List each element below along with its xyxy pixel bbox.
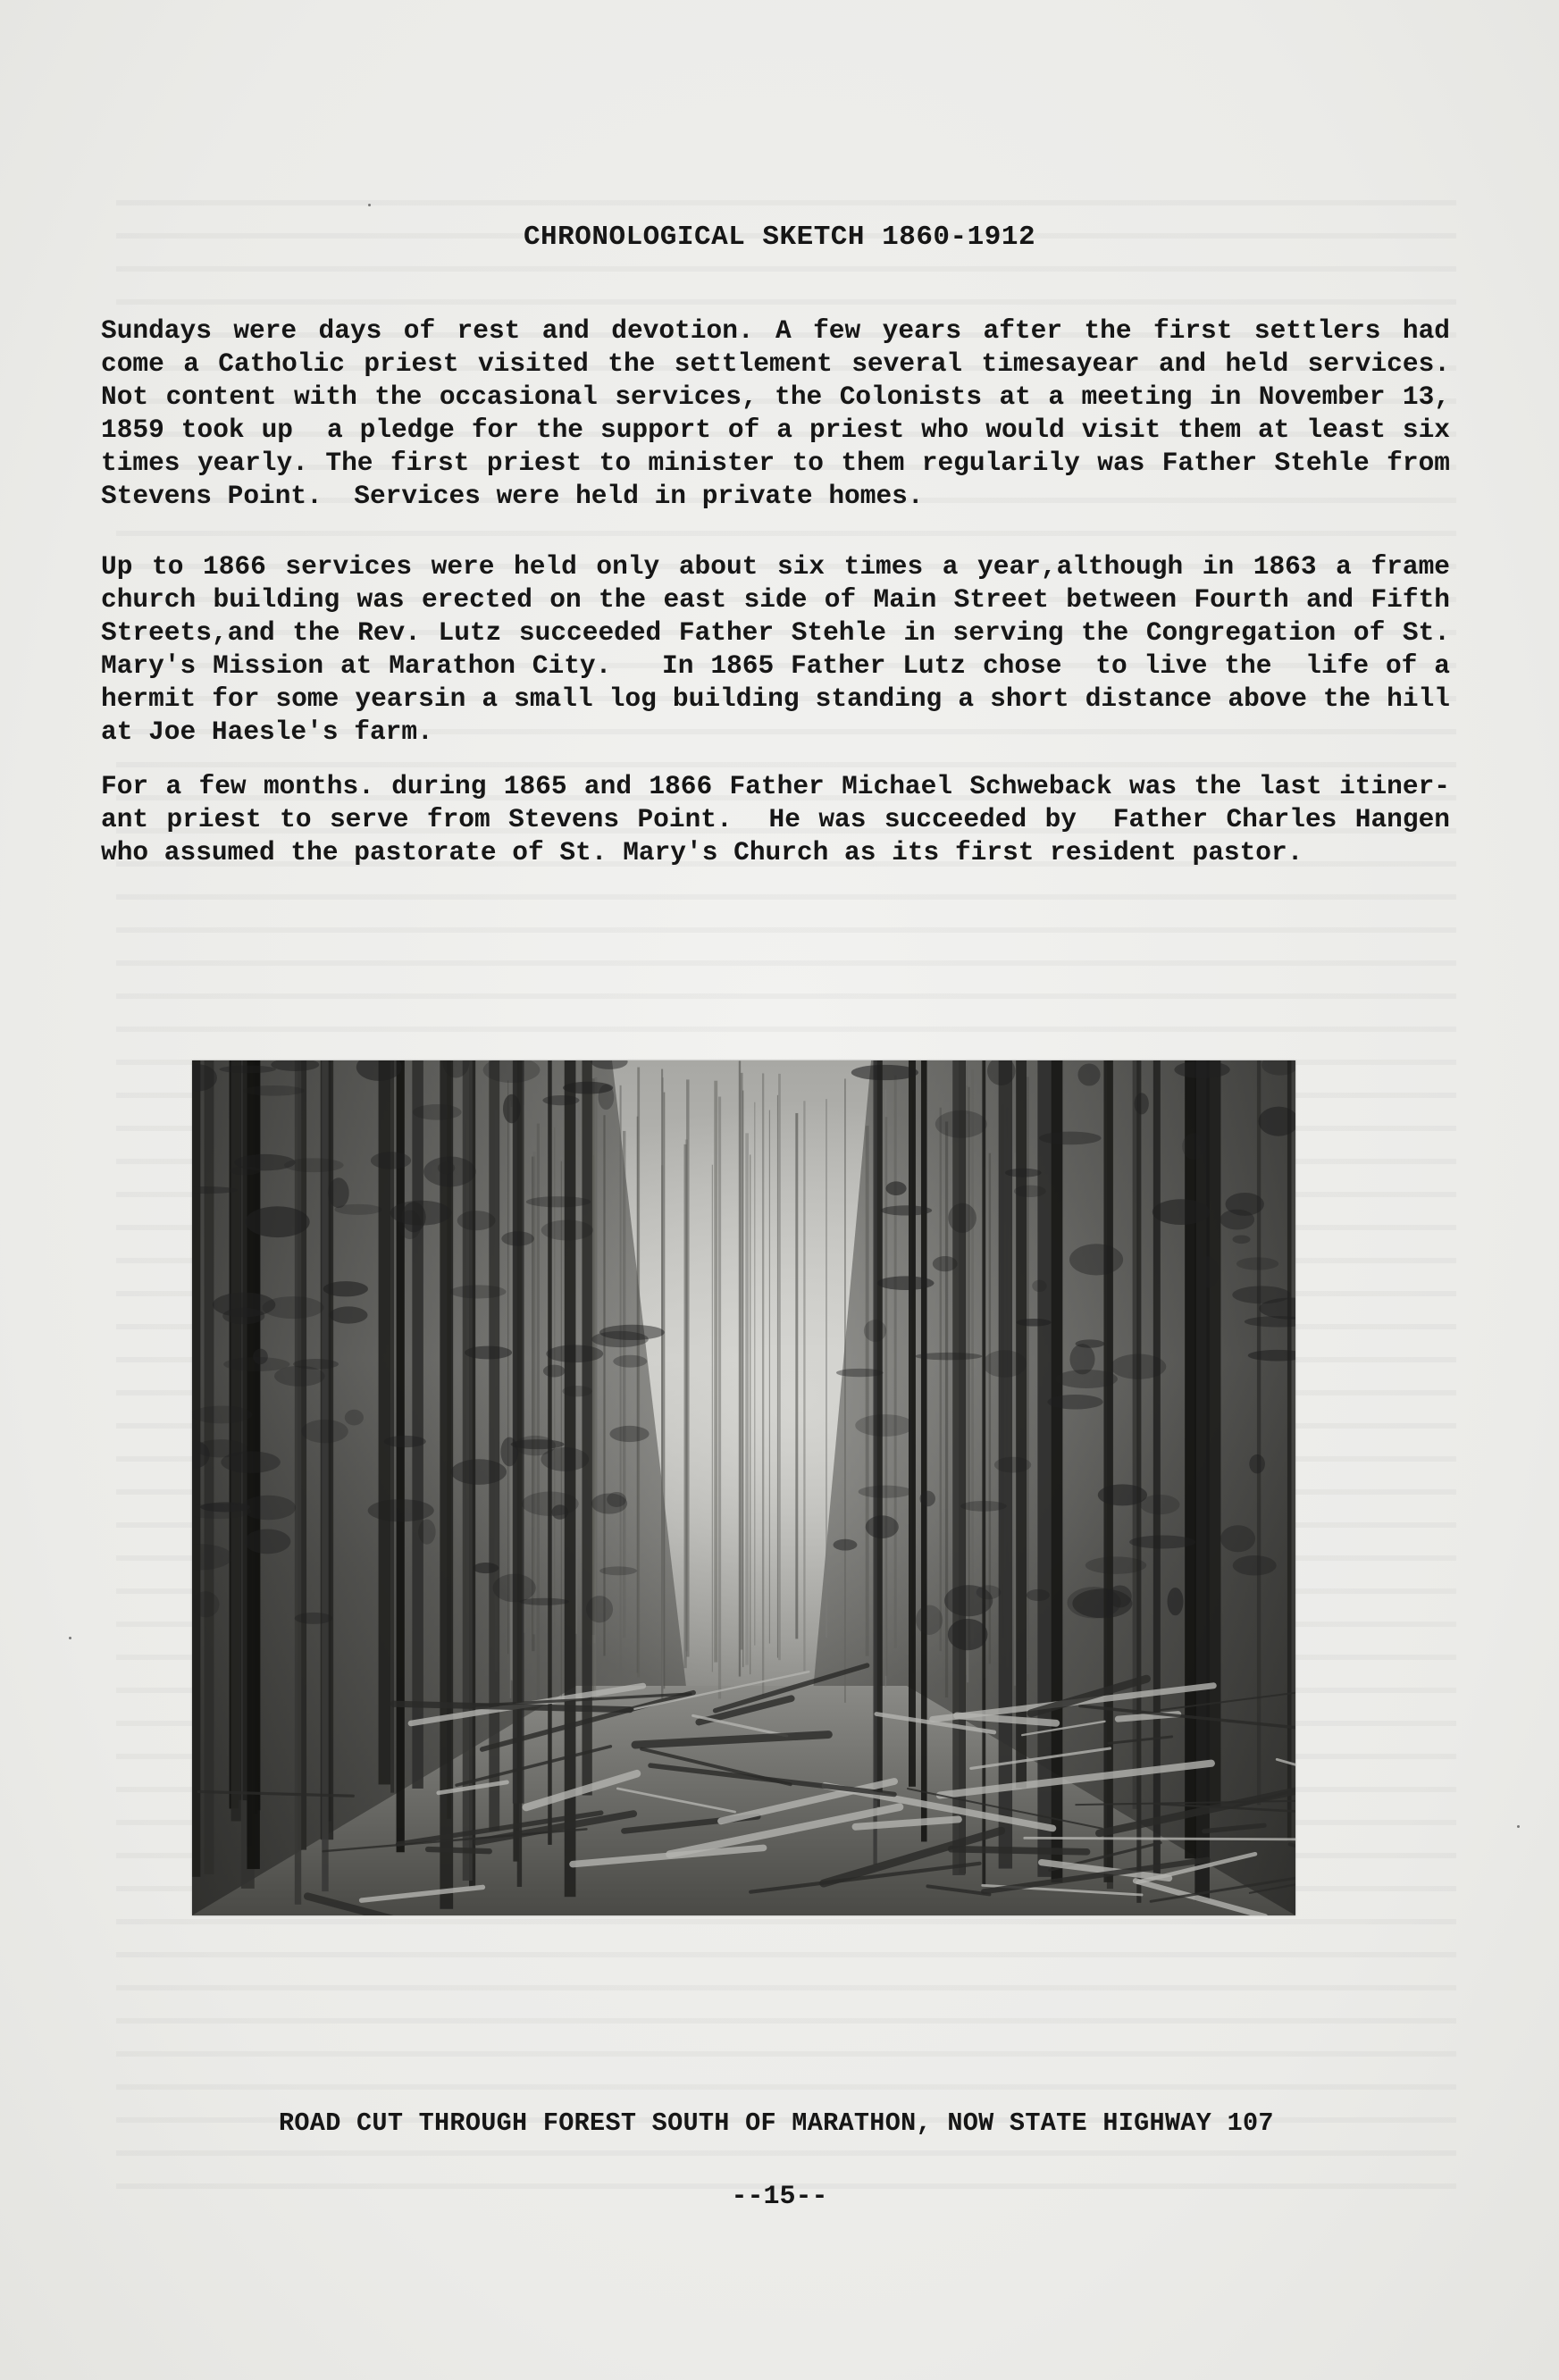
foliage-clump bbox=[1069, 1244, 1123, 1275]
tree-trunk bbox=[940, 1108, 942, 1651]
tree-trunk bbox=[1185, 1060, 1196, 1858]
paragraph-3 bbox=[101, 770, 1450, 869]
tree-trunk bbox=[322, 1060, 328, 1891]
text-line: Streets,and the Rev. Lutz succeeded Father Stehle in serving the Congregation of St. bbox=[101, 617, 1450, 648]
tree-trunk bbox=[661, 1165, 663, 1690]
foliage-clump bbox=[493, 1574, 536, 1603]
tree-trunk bbox=[844, 1078, 846, 1702]
tree-trunk bbox=[517, 1060, 522, 1887]
foliage-clump bbox=[562, 1386, 592, 1396]
foliage-clump bbox=[295, 1613, 333, 1624]
foliage-clump bbox=[613, 1355, 647, 1368]
tree-trunk bbox=[777, 1095, 778, 1658]
page-number: --15-- bbox=[731, 2182, 828, 2212]
foliage-clump bbox=[398, 1211, 421, 1240]
foliage-clump bbox=[413, 1104, 462, 1120]
tree-trunk bbox=[686, 1079, 689, 1656]
forest-road-photo bbox=[192, 1060, 1295, 1915]
foliage-clump bbox=[1069, 1344, 1094, 1374]
foliage-clump bbox=[246, 1206, 310, 1237]
tree-trunk bbox=[637, 1068, 640, 1678]
tree-trunk bbox=[205, 1060, 214, 1874]
foliage-clump bbox=[933, 1256, 958, 1271]
tree-trunk bbox=[565, 1060, 576, 1897]
foliage-clump bbox=[881, 1205, 932, 1215]
foliage-clump bbox=[293, 1359, 339, 1370]
foliage-clump bbox=[552, 1504, 569, 1519]
text-line: hermit for some yearsin a small log building standing a short distance above the hill bbox=[101, 683, 1450, 714]
tree-trunk bbox=[769, 1110, 770, 1644]
tree-trunk bbox=[803, 1101, 805, 1671]
tree-trunk bbox=[741, 1073, 743, 1650]
foliage-clump bbox=[1196, 1256, 1220, 1288]
foliage-clump bbox=[328, 1177, 348, 1208]
tree-trunk bbox=[718, 1097, 721, 1699]
tree-trunk bbox=[982, 1060, 985, 1885]
tree-trunk bbox=[866, 1126, 869, 1656]
foliage-clump bbox=[948, 1619, 988, 1650]
fallen-log bbox=[1025, 1838, 1295, 1839]
tree-trunk bbox=[826, 1099, 827, 1638]
foliage-clump bbox=[1016, 1319, 1051, 1327]
text-line: church building was erected on the east side of Main Street between Fourth and Fifth bbox=[101, 584, 1450, 615]
foliage-clump bbox=[221, 1451, 280, 1473]
tree-trunk bbox=[739, 1060, 741, 1676]
tree-trunk bbox=[968, 1087, 970, 1650]
foliage-clump bbox=[541, 1219, 593, 1240]
foliage-clump bbox=[503, 1094, 521, 1124]
foliage-clump bbox=[1032, 1280, 1046, 1292]
foliage-clump bbox=[451, 1459, 507, 1485]
page-title: CHRONOLOGICAL SKETCH 1860-1912 bbox=[523, 222, 1036, 253]
foliage-clump bbox=[1014, 1186, 1046, 1197]
text-line: who assumed the pastorate of St. Mary's Church as its first resident pastor. bbox=[101, 837, 1303, 867]
tree-trunk bbox=[1287, 1060, 1292, 1841]
tree-trunk bbox=[1136, 1060, 1141, 1903]
foliage-clump bbox=[1233, 1555, 1277, 1575]
tree-trunk bbox=[412, 1060, 423, 1789]
foliage-clump bbox=[599, 1085, 615, 1110]
foliage-clump bbox=[994, 1457, 1031, 1473]
foliage-clump bbox=[522, 1492, 579, 1516]
tree-trunk bbox=[623, 1131, 625, 1638]
foliage-clump bbox=[1047, 1395, 1102, 1409]
foliage-clump bbox=[877, 1276, 935, 1290]
tree-trunk bbox=[762, 1073, 764, 1696]
foliage-clump bbox=[1005, 1169, 1042, 1177]
foliage-clump bbox=[855, 1414, 914, 1437]
tree-trunk bbox=[894, 1075, 897, 1648]
tree-trunk bbox=[1153, 1060, 1161, 1879]
foliage-clump bbox=[851, 1065, 918, 1080]
tree-trunk bbox=[295, 1060, 301, 1905]
foliage-clump bbox=[591, 1494, 627, 1514]
tree-trunk bbox=[1103, 1060, 1112, 1882]
foliage-clump bbox=[546, 1345, 603, 1362]
foliage-clump bbox=[866, 1515, 899, 1538]
foliage-clump bbox=[983, 1350, 1027, 1378]
tree-trunk bbox=[921, 1060, 927, 1841]
text-line: Stevens Point. Services were held in private homes. bbox=[101, 481, 924, 511]
tree-trunk bbox=[795, 1113, 798, 1638]
foliage-clump bbox=[1233, 1235, 1251, 1244]
tree-trunk bbox=[742, 1091, 743, 1668]
tree-trunk bbox=[603, 1115, 605, 1655]
paragraph-1 bbox=[101, 314, 1450, 513]
foliage-clump bbox=[1077, 1063, 1100, 1085]
tree-trunk bbox=[754, 1102, 755, 1646]
foliage-clump bbox=[418, 1520, 435, 1545]
forest-illustration bbox=[192, 1060, 1295, 1915]
foliage-clump bbox=[935, 1110, 987, 1138]
foliage-clump bbox=[223, 1357, 289, 1371]
foliage-clump bbox=[836, 1369, 884, 1377]
tree-trunk bbox=[1027, 1077, 1029, 1680]
foliage-clump bbox=[1249, 1454, 1265, 1473]
text-line: Up to 1866 services were held only about six times a year,although in 1863 a frame bbox=[101, 551, 1450, 582]
foliage-clump bbox=[1174, 1061, 1229, 1079]
paper-speck bbox=[1517, 1825, 1520, 1828]
foliage-clump bbox=[1220, 1525, 1255, 1552]
foliage-clump bbox=[960, 1501, 1007, 1512]
paper-speck bbox=[69, 1637, 71, 1639]
text-line: Not content with the occasional services, the Colonists at a meeting in November 13, bbox=[101, 381, 1450, 412]
foliage-clump bbox=[1111, 1353, 1166, 1379]
tree-trunk bbox=[712, 1165, 713, 1672]
foliage-clump bbox=[384, 1436, 426, 1447]
foliage-clump bbox=[438, 1162, 455, 1175]
paragraph-2 bbox=[101, 550, 1450, 749]
foliage-clump bbox=[834, 1539, 858, 1551]
tree-trunk bbox=[778, 1074, 781, 1660]
foliage-clump bbox=[519, 1598, 569, 1605]
foliage-clump bbox=[234, 1154, 295, 1170]
tree-trunk bbox=[489, 1060, 499, 1831]
tree-trunk bbox=[397, 1060, 405, 1852]
tree-trunk bbox=[507, 1080, 508, 1654]
tree-trunk bbox=[1257, 1060, 1261, 1805]
foliage-clump bbox=[591, 1331, 649, 1347]
foliage-clump bbox=[457, 1211, 496, 1230]
tree-trunk bbox=[192, 1060, 200, 1877]
foliage-clump bbox=[371, 1152, 411, 1169]
foliage-clump bbox=[368, 1499, 434, 1521]
tree-trunk bbox=[537, 1124, 540, 1702]
foliage-clump bbox=[864, 1320, 886, 1342]
foliage-clump bbox=[323, 1281, 368, 1296]
tree-trunk bbox=[714, 1081, 717, 1663]
foliage-clump bbox=[586, 1596, 613, 1622]
foliage-clump bbox=[450, 1285, 507, 1298]
foliage-clump bbox=[915, 1353, 982, 1360]
text-line: For a few months. during 1865 and 1866 Father Michael Schweback was the last itiner- bbox=[101, 771, 1450, 801]
foliage-clump bbox=[609, 1426, 649, 1442]
tree-trunk bbox=[582, 1060, 591, 1796]
foliage-clump bbox=[501, 1231, 534, 1245]
text-line: come a Catholic priest visited the settlement several timesayear and held services. bbox=[101, 348, 1450, 379]
foliage-clump bbox=[243, 1085, 305, 1096]
tree-trunk bbox=[873, 1060, 876, 1865]
foliage-clump bbox=[526, 1196, 591, 1207]
text-line: times yearly. The first priest to minister to them regularily was Father Stehle from bbox=[101, 448, 1450, 478]
foliage-clump bbox=[222, 1308, 264, 1324]
foliage-clump bbox=[1236, 1257, 1278, 1270]
foliage-clump bbox=[1182, 1133, 1206, 1160]
text-line: ant priest to serve from Stevens Point. He was succeeded by Father Charles Hangen bbox=[101, 804, 1450, 834]
foliage-clump bbox=[1027, 1589, 1050, 1601]
foliage-clump bbox=[1085, 1556, 1146, 1573]
foliage-clump bbox=[345, 1410, 364, 1426]
foliage-clump bbox=[1039, 1132, 1102, 1145]
foliage-clump bbox=[1220, 1210, 1254, 1230]
foliage-clump bbox=[916, 1605, 943, 1635]
foliage-clump bbox=[192, 1405, 252, 1423]
tree-trunk bbox=[745, 1133, 749, 1664]
foliage-clump bbox=[301, 1420, 348, 1443]
foliage-clump bbox=[1108, 1585, 1132, 1607]
foliage-clump bbox=[599, 1566, 637, 1575]
tree-trunk bbox=[664, 1093, 666, 1689]
foliage-clump bbox=[920, 1491, 935, 1507]
foliage-clump bbox=[473, 1563, 499, 1573]
tree-trunk bbox=[561, 1161, 562, 1702]
foliage-clump bbox=[245, 1529, 291, 1555]
fallen-log bbox=[428, 1849, 490, 1851]
foliage-clump bbox=[885, 1181, 906, 1195]
foliage-clump bbox=[465, 1346, 512, 1360]
foliage-clump bbox=[1152, 1199, 1211, 1225]
text-line: 1859 took up a pledge for the support of a priest who would visit them at least six bbox=[101, 415, 1450, 445]
tree-trunk bbox=[952, 1060, 965, 1875]
text-line: Mary's Mission at Marathon City. In 1865 Father Lutz chose to live the life of a bbox=[101, 650, 1450, 681]
text-line: Sundays were days of rest and devotion. A few years after the first settlers had bbox=[101, 315, 1450, 346]
foliage-clump bbox=[948, 1203, 976, 1233]
foliage-clump bbox=[859, 1486, 913, 1498]
tree-trunk bbox=[1194, 1060, 1210, 1900]
foliage-clump bbox=[1098, 1484, 1147, 1505]
foliage-clump bbox=[1129, 1536, 1195, 1549]
tree-trunk bbox=[620, 1085, 622, 1685]
tree-trunk bbox=[1052, 1060, 1063, 1882]
tree-trunk bbox=[532, 1152, 535, 1634]
foliage-clump bbox=[542, 1095, 579, 1105]
tree-trunk bbox=[945, 1121, 948, 1697]
foliage-clump bbox=[976, 1585, 1002, 1599]
foliage-clump bbox=[192, 1591, 220, 1617]
paper-speck bbox=[368, 204, 371, 206]
text-line: at Joe Haesle's farm. bbox=[101, 717, 433, 747]
foliage-clump bbox=[330, 1306, 368, 1323]
foliage-clump bbox=[1135, 1093, 1149, 1114]
foliage-clump bbox=[543, 1365, 566, 1378]
foliage-clump bbox=[219, 1066, 275, 1074]
photo-caption: ROAD CUT THROUGH FOREST SOUTH OF MARATHON, NOW STATE HIGHWAY 107 bbox=[279, 2108, 1274, 2138]
fallen-log bbox=[951, 1849, 1087, 1852]
tree-trunk bbox=[885, 1117, 888, 1676]
foliage-clump bbox=[541, 1447, 589, 1471]
foliage-clump bbox=[1168, 1588, 1184, 1615]
tree-trunk bbox=[1037, 1060, 1051, 1877]
tree-trunk bbox=[390, 1060, 394, 1793]
